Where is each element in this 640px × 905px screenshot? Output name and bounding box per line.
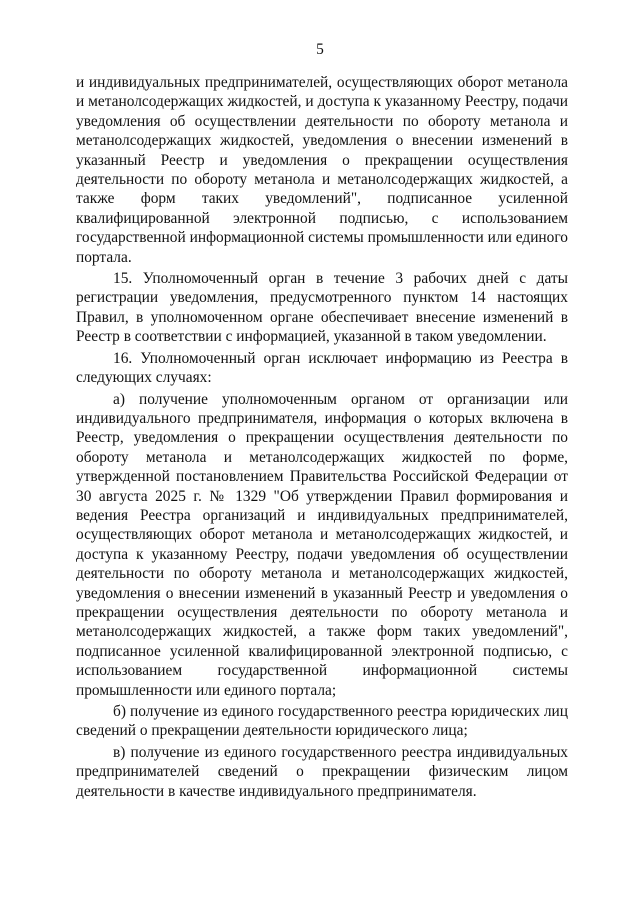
subitem-a: а) получение уполномоченным органом от организации или индивидуального предпринимателя, информация о которых включена в Реестр, уведомления о прекращении осуществления деятельности по обороту метанола и метанолсодержащих жидкостей по форме, утвержденной постановлением Правительства Российской Федерации от 30 августа 2025 г. № 1329 "Об утверждении Правил формирования и ведения Реестра организаций и индивидуальных предпринимателей, осуществляющих оборот метанола и метанолсодержащих жидкостей, и доступа к указанному Реестру, подачи уведомления об осуществлении деятельности по обороту метанола и метанолсодержащих жидкостей, уведомления о внесении изменений в указанный Реестр и уведомления о прекращении осуществления деятельности по обороту метанола и метанолсодержащих жидкостей, а также форм таких уведомлений", подписанное усиленной квалифицированной электронной подписью, с использованием государственной информационной системы промышленности или единого портала; [76, 390, 568, 699]
paragraph-item-15: 15. Уполномоченный орган в течение 3 рабочих дней с даты регистрации уведомления, предусмотренного пунктом 14 настоящих Правил, в уполномоченном органе обеспечивает внесение изменений в Реестр в соответствии с информацией, указанной в таком уведомлении. [76, 270, 568, 346]
subitem-b: б) получение из единого государственного реестра юридических лиц сведений о прекращении деятельности юридического лица; [76, 703, 568, 740]
paragraph-continuation: и индивидуальных предпринимателей, осуществляющих оборот метанола и метанолсодержащих жидкостей, и доступа к указанному Реестру, подачи уведомления об осуществлении деятельности по обороту метанола и метанолсодержащих жидкостей, уведомления о внесении изменений в указанный Реестр и уведомления о прекращении осуществления деятельности по обороту метанола и метанолсодержащих жидкостей, а также форм таких уведомлений", подписанное усиленной квалифицированной электронной подписью, с использованием государственной информационной системы промышленности или единого портала. [76, 74, 568, 266]
page-number: 5 [316, 41, 324, 58]
subitem-v: в) получение из единого государственного реестра индивидуальных предпринимателей сведений о прекращении физическим лицом деятельности в качестве индивидуального предпринимателя. [76, 743, 568, 800]
document-body [76, 73, 568, 803]
paragraph-item-16: 16. Уполномоченный орган исключает информацию из Реестра в следующих случаях: [76, 349, 568, 387]
